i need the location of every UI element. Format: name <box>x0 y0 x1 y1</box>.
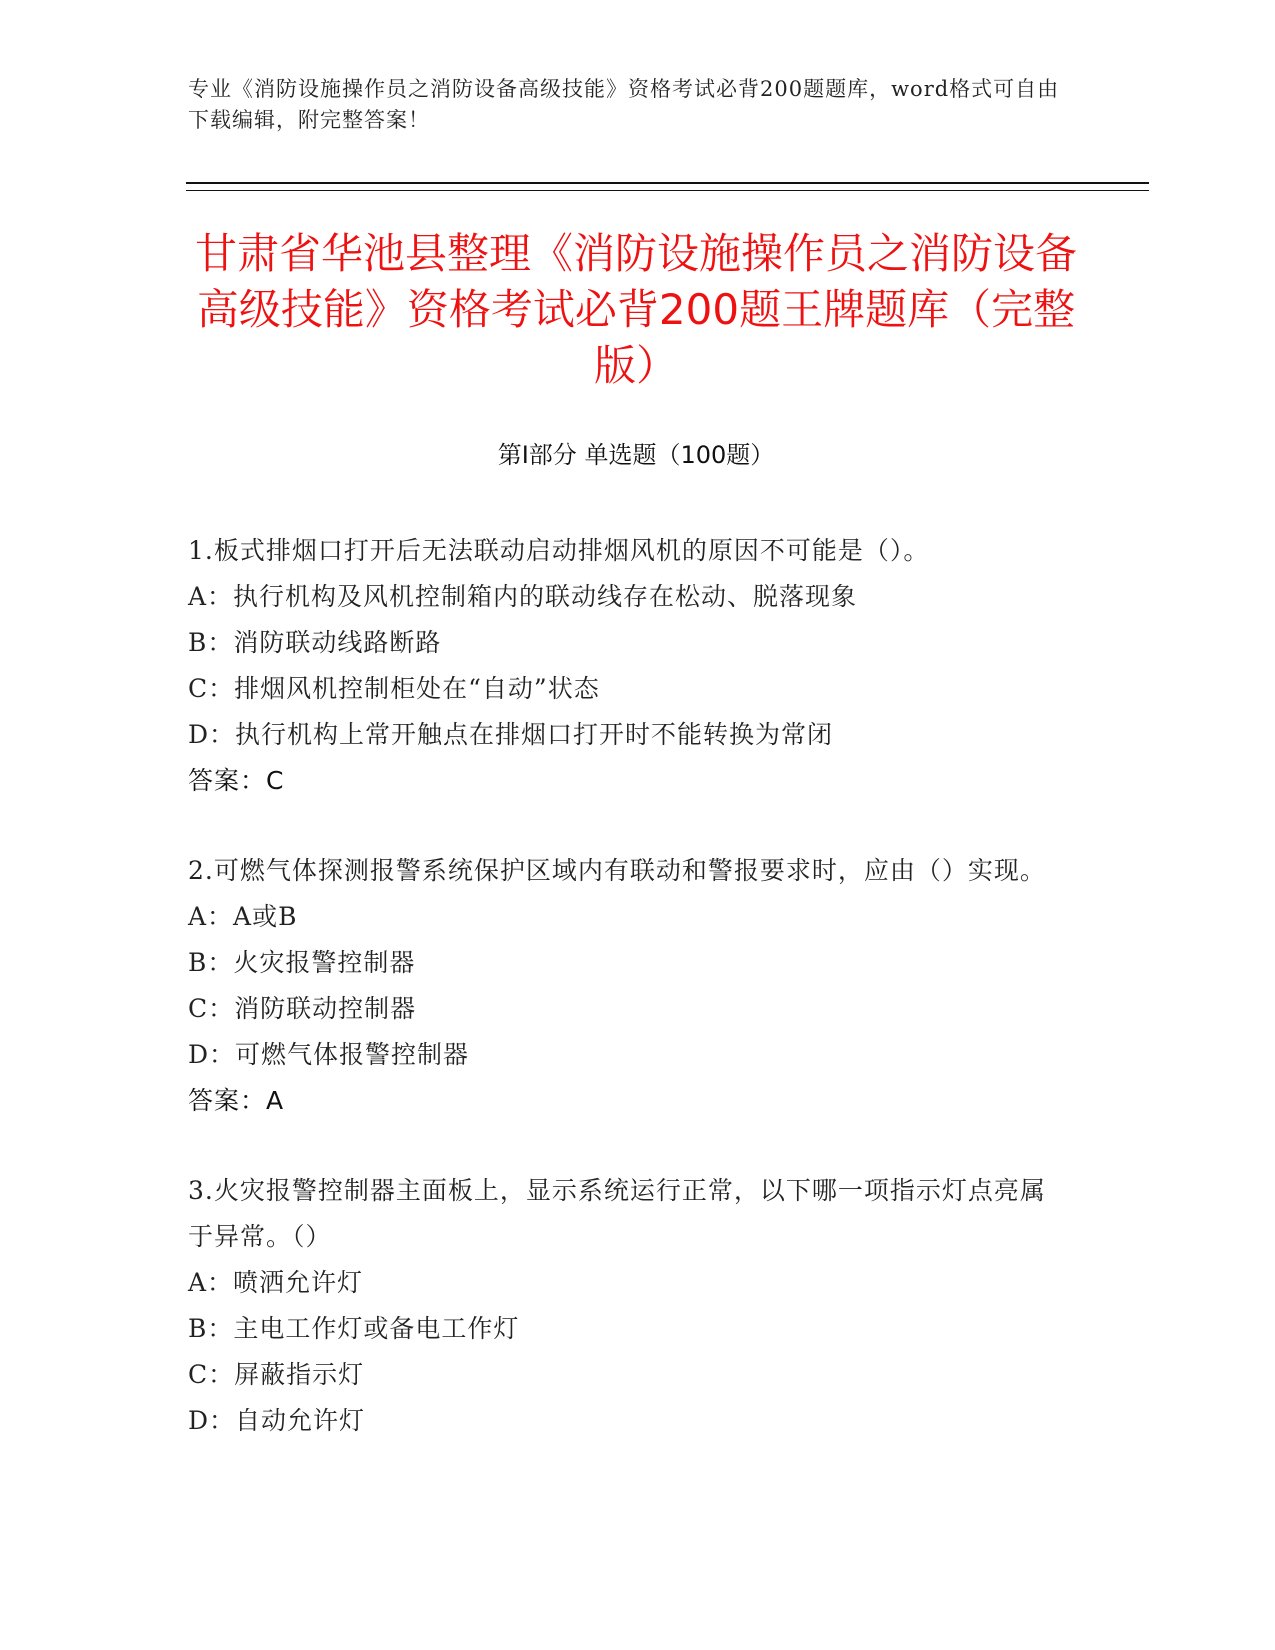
option-b: B：消防联动线路断路 <box>188 628 442 657</box>
option-d: D：执行机构上常开触点在排烟口打开时不能转换为常闭 <box>188 720 834 749</box>
option-a: A：喷洒允许灯 <box>188 1268 364 1297</box>
option-a: A：执行机构及风机控制箱内的联动线存在松动、脱落现象 <box>188 582 858 611</box>
option-d: D：可燃气体报警控制器 <box>188 1040 470 1069</box>
option-b: B：火灾报警控制器 <box>188 948 416 977</box>
header-rule-thin <box>186 190 1149 191</box>
section-title: 第Ⅰ部分 单选题（100题） <box>497 441 775 469</box>
question-3 <box>188 1168 1068 1444</box>
answer-line: 答案：C <box>188 766 285 795</box>
option-a: A：A或B <box>188 902 298 931</box>
question-1 <box>188 528 1068 804</box>
document-title: 甘肃省华池县整理《消防设施操作员之消防设备高级技能》资格考试必背200题王牌题库（完整版） <box>194 229 1077 390</box>
option-c: C：屏蔽指示灯 <box>188 1360 365 1389</box>
header-rule-thick <box>186 182 1149 184</box>
answer-line: 答案：A <box>188 1086 285 1115</box>
option-d: D：自动允许灯 <box>188 1406 366 1435</box>
question-list <box>188 528 1068 1488</box>
option-c: C：排烟风机控制柜处在“自动”状态 <box>188 674 600 703</box>
header-note: 专业《消防设施操作员之消防设备高级技能》资格考试必背200题题库，word格式可自由下载编辑，附完整答案！ <box>188 77 1060 132</box>
question-stem: 3.火灾报警控制器主面板上，显示系统运行正常，以下哪一项指示灯点亮属于异常。（） <box>188 1176 1046 1251</box>
question-2 <box>188 848 1068 1124</box>
option-c: C：消防联动控制器 <box>188 994 417 1023</box>
question-stem: 1.板式排烟口打开后无法联动启动排烟风机的原因不可能是（）。 <box>188 536 930 565</box>
option-b: B：主电工作灯或备电工作灯 <box>188 1314 520 1343</box>
question-stem: 2.可燃气体探测报警系统保护区域内有联动和警报要求时，应由（）实现。 <box>188 856 1046 885</box>
